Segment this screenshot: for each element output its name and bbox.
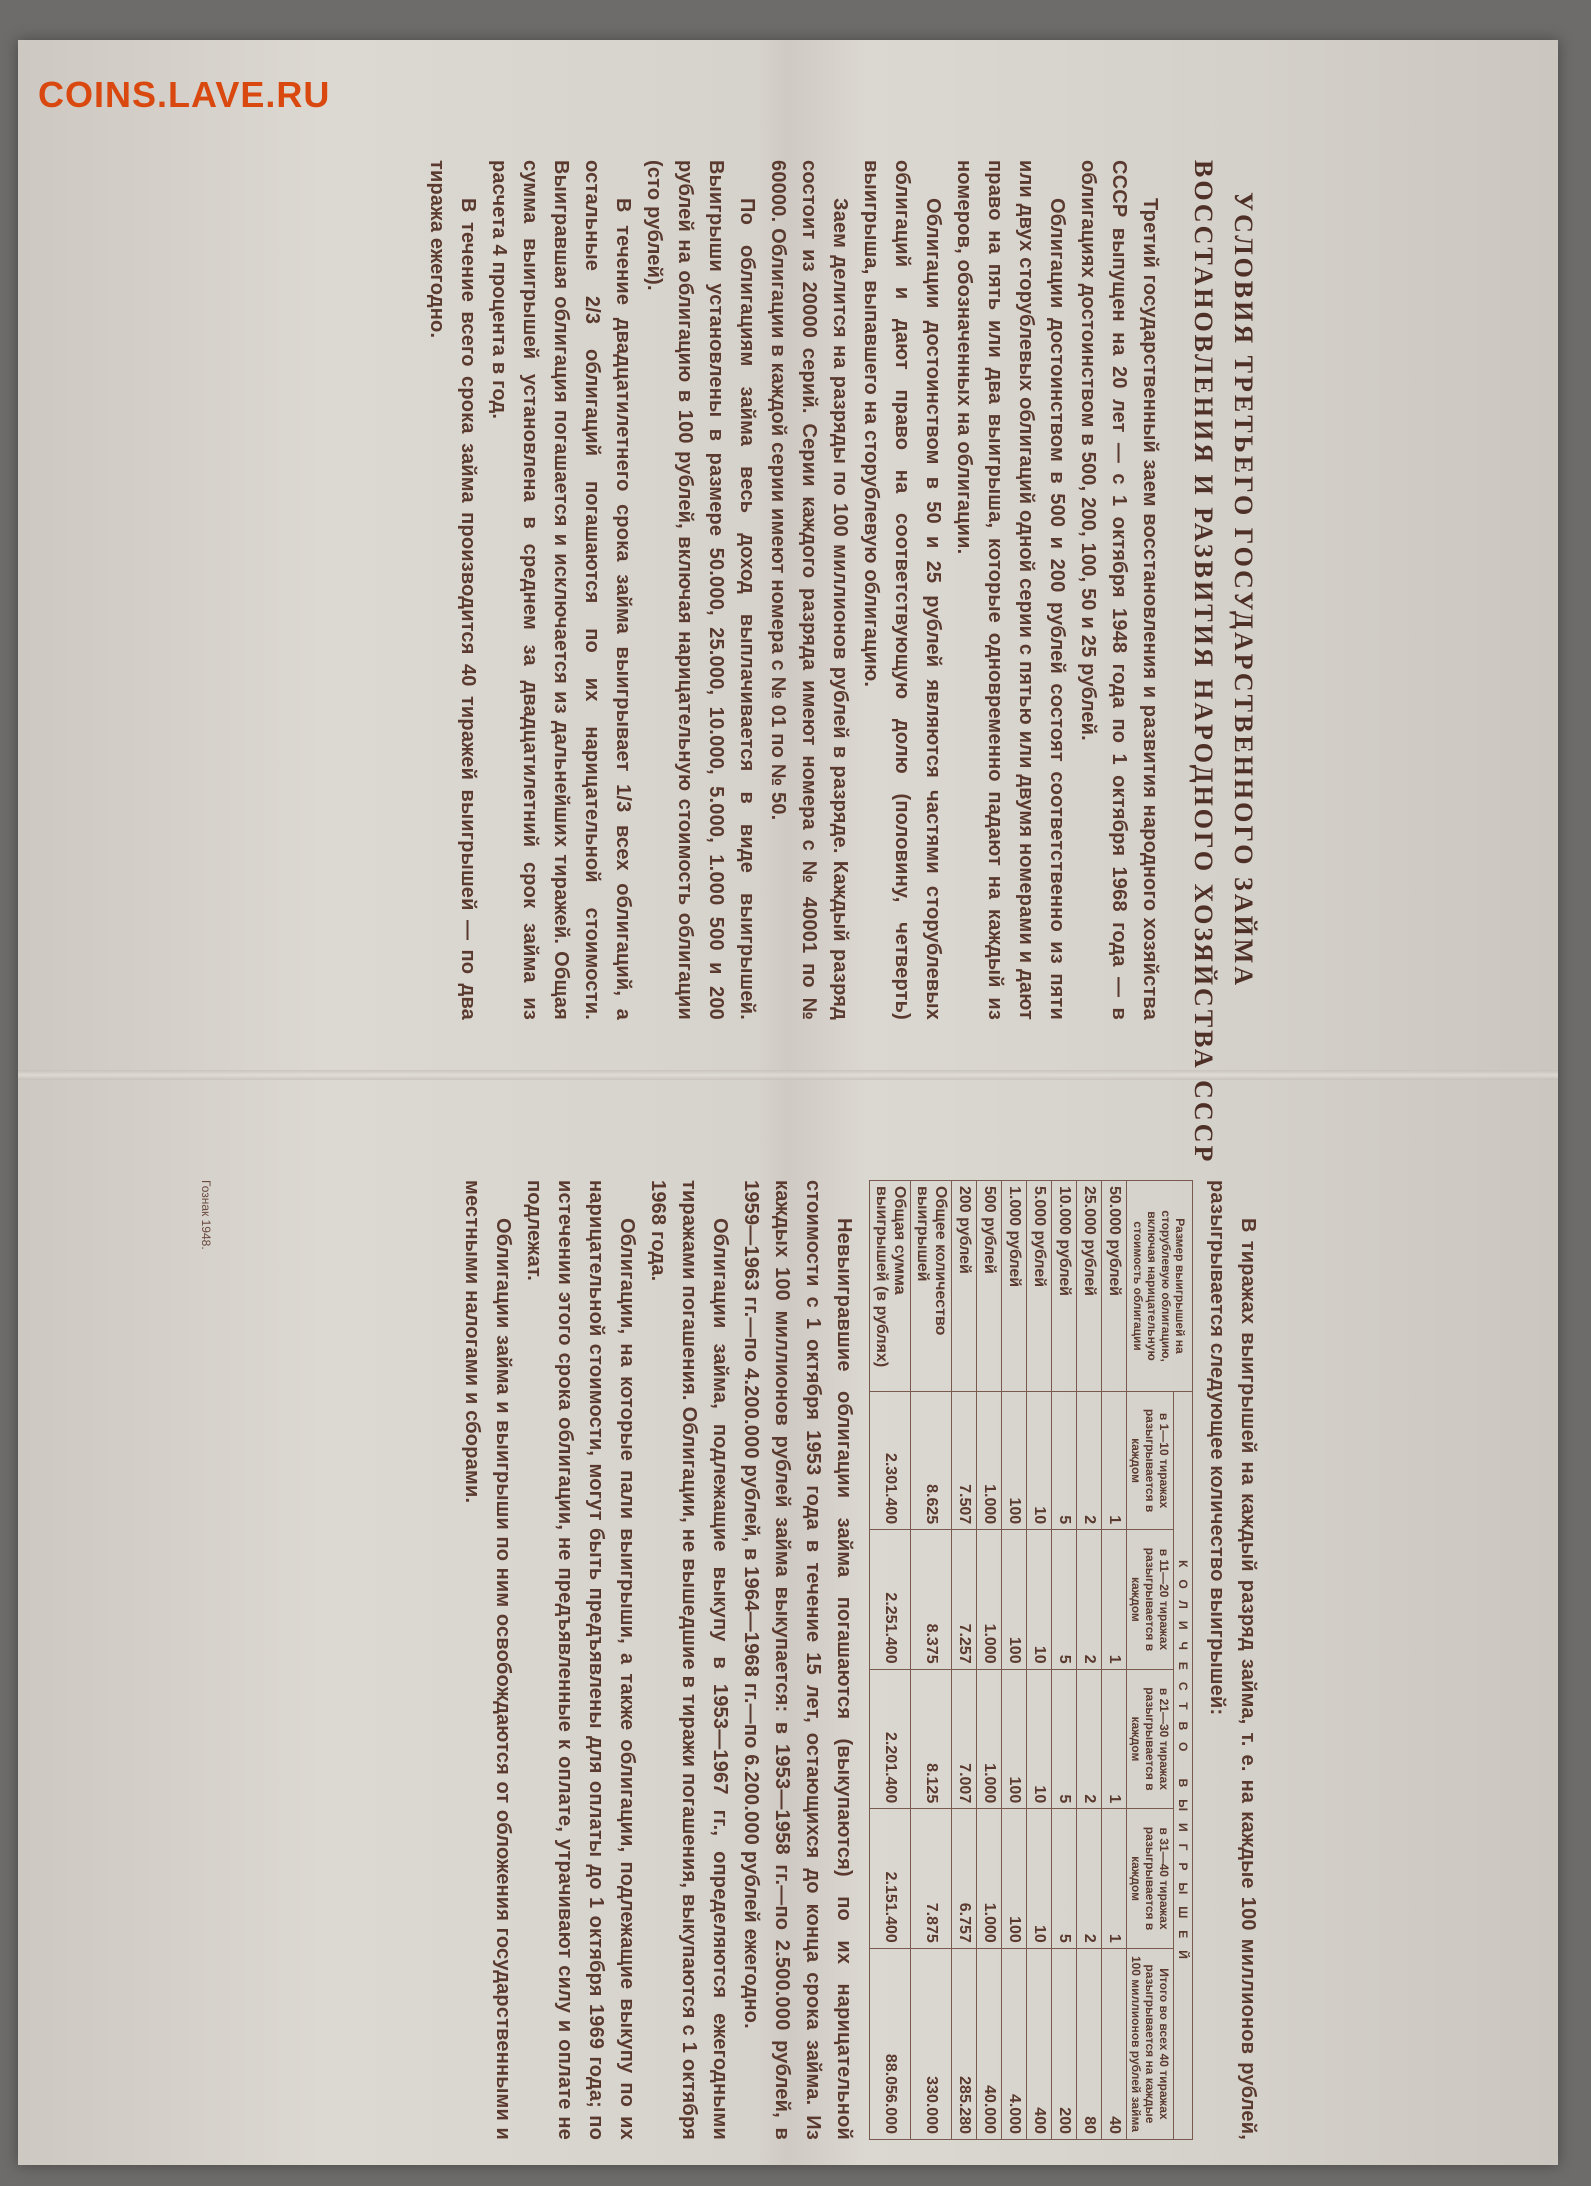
count-cell: 2	[1077, 1530, 1102, 1669]
count-cell: 40.000	[977, 1948, 1002, 2139]
table-row	[952, 1181, 977, 2140]
bond-conditions-page	[199, 160, 1263, 2140]
header-size: Размер выигрышей на сторублевую облигацию, включая нарицательную стоимость облигации	[1127, 1181, 1193, 1392]
paragraph: Облигации достоинством в 50 и 25 рублей являются частями сторублевых облигаций и дают право на соответствующую долю (половину, четверть) выигрыша, выпавшего на сторублевую облигацию.	[860, 160, 944, 1020]
count-cell: 100	[1002, 1392, 1027, 1530]
count-cell: 285.280	[952, 1948, 977, 2139]
table-body	[952, 1181, 1127, 2140]
total-sum-cell: 2.201.400	[870, 1669, 911, 1809]
total-sum-cell: 88.056.000	[870, 1948, 911, 2139]
table-row	[1027, 1181, 1052, 2140]
count-cell: 400	[1027, 1948, 1052, 2139]
table-row	[977, 1181, 1002, 2140]
count-cell: 1.000	[977, 1669, 1002, 1809]
count-cell: 1	[1102, 1392, 1127, 1530]
title-line-2: ВОССТАНОВЛЕНИЯ И РАЗВИТИЯ НАРОДНОГО ХОЗЯЙСТВА СССР	[1189, 160, 1218, 1165]
count-cell: 2	[1077, 1669, 1102, 1809]
count-cell: 5	[1052, 1392, 1077, 1530]
count-cell: 1	[1102, 1669, 1127, 1809]
count-cell: 200	[1052, 1948, 1077, 2139]
printer-signature: Гознак 1948.	[199, 1180, 213, 1250]
paragraph: Облигации займа, подлежащие выкупу в 1953—1967 гг., определяются ежегодными тиражами погашения. Облигации, не вышедшие в тиражи погашения, выкупаются с 1 октября 1968 года.	[647, 1180, 731, 2140]
table-row	[1077, 1181, 1102, 2140]
count-cell: 2	[1077, 1809, 1102, 1949]
count-cell: 5	[1052, 1530, 1077, 1669]
count-cell: 1.000	[977, 1530, 1002, 1669]
count-cell: 1	[1102, 1809, 1127, 1949]
total-sum-cell: 2.251.400	[870, 1530, 911, 1669]
header-group: КОЛИЧЕСТВО ВЫИГРЫШЕЙ	[1174, 1392, 1193, 2140]
count-cell: 10	[1027, 1530, 1052, 1669]
paragraph: Заем делится на разряды по 100 миллионов рублей в разряде. Каждый разряд состоит из 20000 серий. Серии каждого разряда имеют номера с № 40001 по № 60000. Облигации в каждой серии имеют номера с № 01 по № 50.	[767, 160, 851, 1020]
total-count-label: Общее количество выигрышей	[911, 1181, 952, 1392]
total-sum-cell: 2.151.400	[870, 1809, 911, 1949]
right-column	[253, 1180, 1263, 2140]
total-sum-label: Общая сумма выигрышей (в рублях)	[870, 1181, 911, 1392]
count-cell: 10	[1027, 1669, 1052, 1809]
count-cell: 6.757	[952, 1809, 977, 1949]
table-row	[1102, 1181, 1127, 2140]
count-cell: 100	[1002, 1530, 1027, 1669]
count-cell: 10	[1027, 1809, 1052, 1949]
count-cell: 1.000	[977, 1809, 1002, 1949]
count-cell: 40	[1102, 1948, 1127, 2139]
table-row	[1052, 1181, 1077, 2140]
count-cell: 7.257	[952, 1530, 977, 1669]
total-sum-cell: 2.301.400	[870, 1392, 911, 1530]
total-count-cell: 8.375	[911, 1530, 952, 1669]
paragraph: В течение всего срока займа производится 40 тиражей выигрышей — по два тиража ежегодно.	[426, 160, 479, 1020]
paragraph: В течение двадцатилетнего срока займа выигрывает 1/3 всех облигаций, а остальные 2/3 облигаций погашаются по их нарицательной стоимости. Выигравшая облигация погашается и исключается из дальнейших тиражей. Общая сумма выигрышей установлена в среднем за двадцатилетний срок займа из расчета 4 процента в год.	[488, 160, 634, 1020]
paragraph: Облигации достоинством в 500 и 200 рублей состоят соответственно из пяти или двух сторублевых облигаций одной серии с пятью или двумя номерами и дают право на пять или два выигрыша, которые одновременно падают на каждый из номеров, обозначенных на облигации.	[953, 160, 1068, 1020]
count-cell: 10	[1027, 1392, 1052, 1530]
paragraph: Облигации, на которые пали выигрыши, а также облигации, подлежащие выкупу по их нарицательной стоимости, могут быть предъявлены для оплаты до 1 октября 1969 года; по истечении этого срока облигации, не предъявленные к оплате, утрачивают силу и оплате не подлежат.	[523, 1180, 638, 2140]
header-col: в 11—20 тиражах разыгрывается в каждом	[1127, 1530, 1174, 1669]
count-cell: 1.000	[977, 1392, 1002, 1530]
table-row	[1002, 1181, 1027, 2140]
paragraph: Третий государственный заем восстановления и развития народного хозяйства СССР выпущен на 20 лет — с 1 октября 1948 года по 1 октября 1968 года — в облигациях достоинством в 500, 200, 100, 50 и 25 рублей.	[1077, 160, 1161, 1020]
count-cell: 2	[1077, 1392, 1102, 1530]
prize-size-cell: 50.000 рублей	[1102, 1181, 1127, 1392]
header-col: в 31—40 тиражах разыгрывается в каждом	[1127, 1809, 1174, 1949]
count-cell: 100	[1002, 1669, 1027, 1809]
prize-size-cell: 500 рублей	[977, 1181, 1002, 1392]
title-block	[1183, 160, 1263, 1165]
header-col: в 1—10 тиражах разыгрывается в каждом	[1127, 1392, 1174, 1530]
total-count-cell: 8.125	[911, 1669, 952, 1809]
count-cell: 5	[1052, 1669, 1077, 1809]
watermark: COINS.LAVE.RU	[38, 74, 331, 115]
paragraph: Невыигравшие облигации займа погашаются (выкупаются) по их нарицательной стоимости с 1 октября 1953 года в течение 15 лет, остающихся до конца срока займа. Из каждых 100 миллионов рублей займа выкупается: в 1953—1958 гг.—по 2.500.000 рублей, в 1959—1963 гг.—по 4.200.000 рублей, в 1964—1968 гг.—по 6.200.000 рублей ежегодно.	[740, 1180, 855, 2140]
prize-size-cell: 5.000 рублей	[1027, 1181, 1052, 1392]
total-count-cell: 7.875	[911, 1809, 952, 1949]
count-cell: 80	[1077, 1948, 1102, 2139]
prize-size-cell: 10.000 рублей	[1052, 1181, 1077, 1392]
count-cell: 1	[1102, 1530, 1127, 1669]
count-cell: 100	[1002, 1809, 1027, 1949]
header-col: Итого во всех 40 тиражах разыгрывается на каждые 100 миллионов рублей займа	[1127, 1948, 1174, 2139]
left-column	[253, 160, 1263, 1165]
prize-size-cell: 200 рублей	[952, 1181, 977, 1392]
paragraph: Облигации займа и выигрыши по ним освобождаются от обложения государственными и местными налогами и сборами.	[461, 1180, 514, 2140]
count-cell: 7.007	[952, 1669, 977, 1809]
table-intro: В тиражах выигрышей на каждый разряд займа, т. е. на каждые 100 миллионов рублей, разыгрывается следующее количество выигрышей:	[1206, 1180, 1259, 2140]
total-count-cell: 330.000	[911, 1948, 952, 2139]
count-cell: 7.507	[952, 1392, 977, 1530]
prize-size-cell: 1.000 рублей	[1002, 1181, 1027, 1392]
header-col: в 21—30 тиражах разыгрывается в каждом	[1127, 1669, 1174, 1809]
paragraph: По облигациям займа весь доход выплачивается в виде выигрышей. Выигрыши установлены в размере 50.000, 25.000, 10.000, 5.000, 1.000 500 и 200 рублей на облигацию в 100 рублей, включая нарицательную стоимость облигации (сто рублей).	[643, 160, 758, 1020]
winnings-table	[869, 1180, 1193, 2140]
total-count-cell: 8.625	[911, 1392, 952, 1530]
title-line-1: УСЛОВИЯ ТРЕТЬЕГО ГОСУДАРСТВЕННОГО ЗАЙМА	[1229, 191, 1258, 989]
count-cell: 4.000	[1002, 1948, 1027, 2139]
count-cell: 5	[1052, 1809, 1077, 1949]
prize-size-cell: 25.000 рублей	[1077, 1181, 1102, 1392]
